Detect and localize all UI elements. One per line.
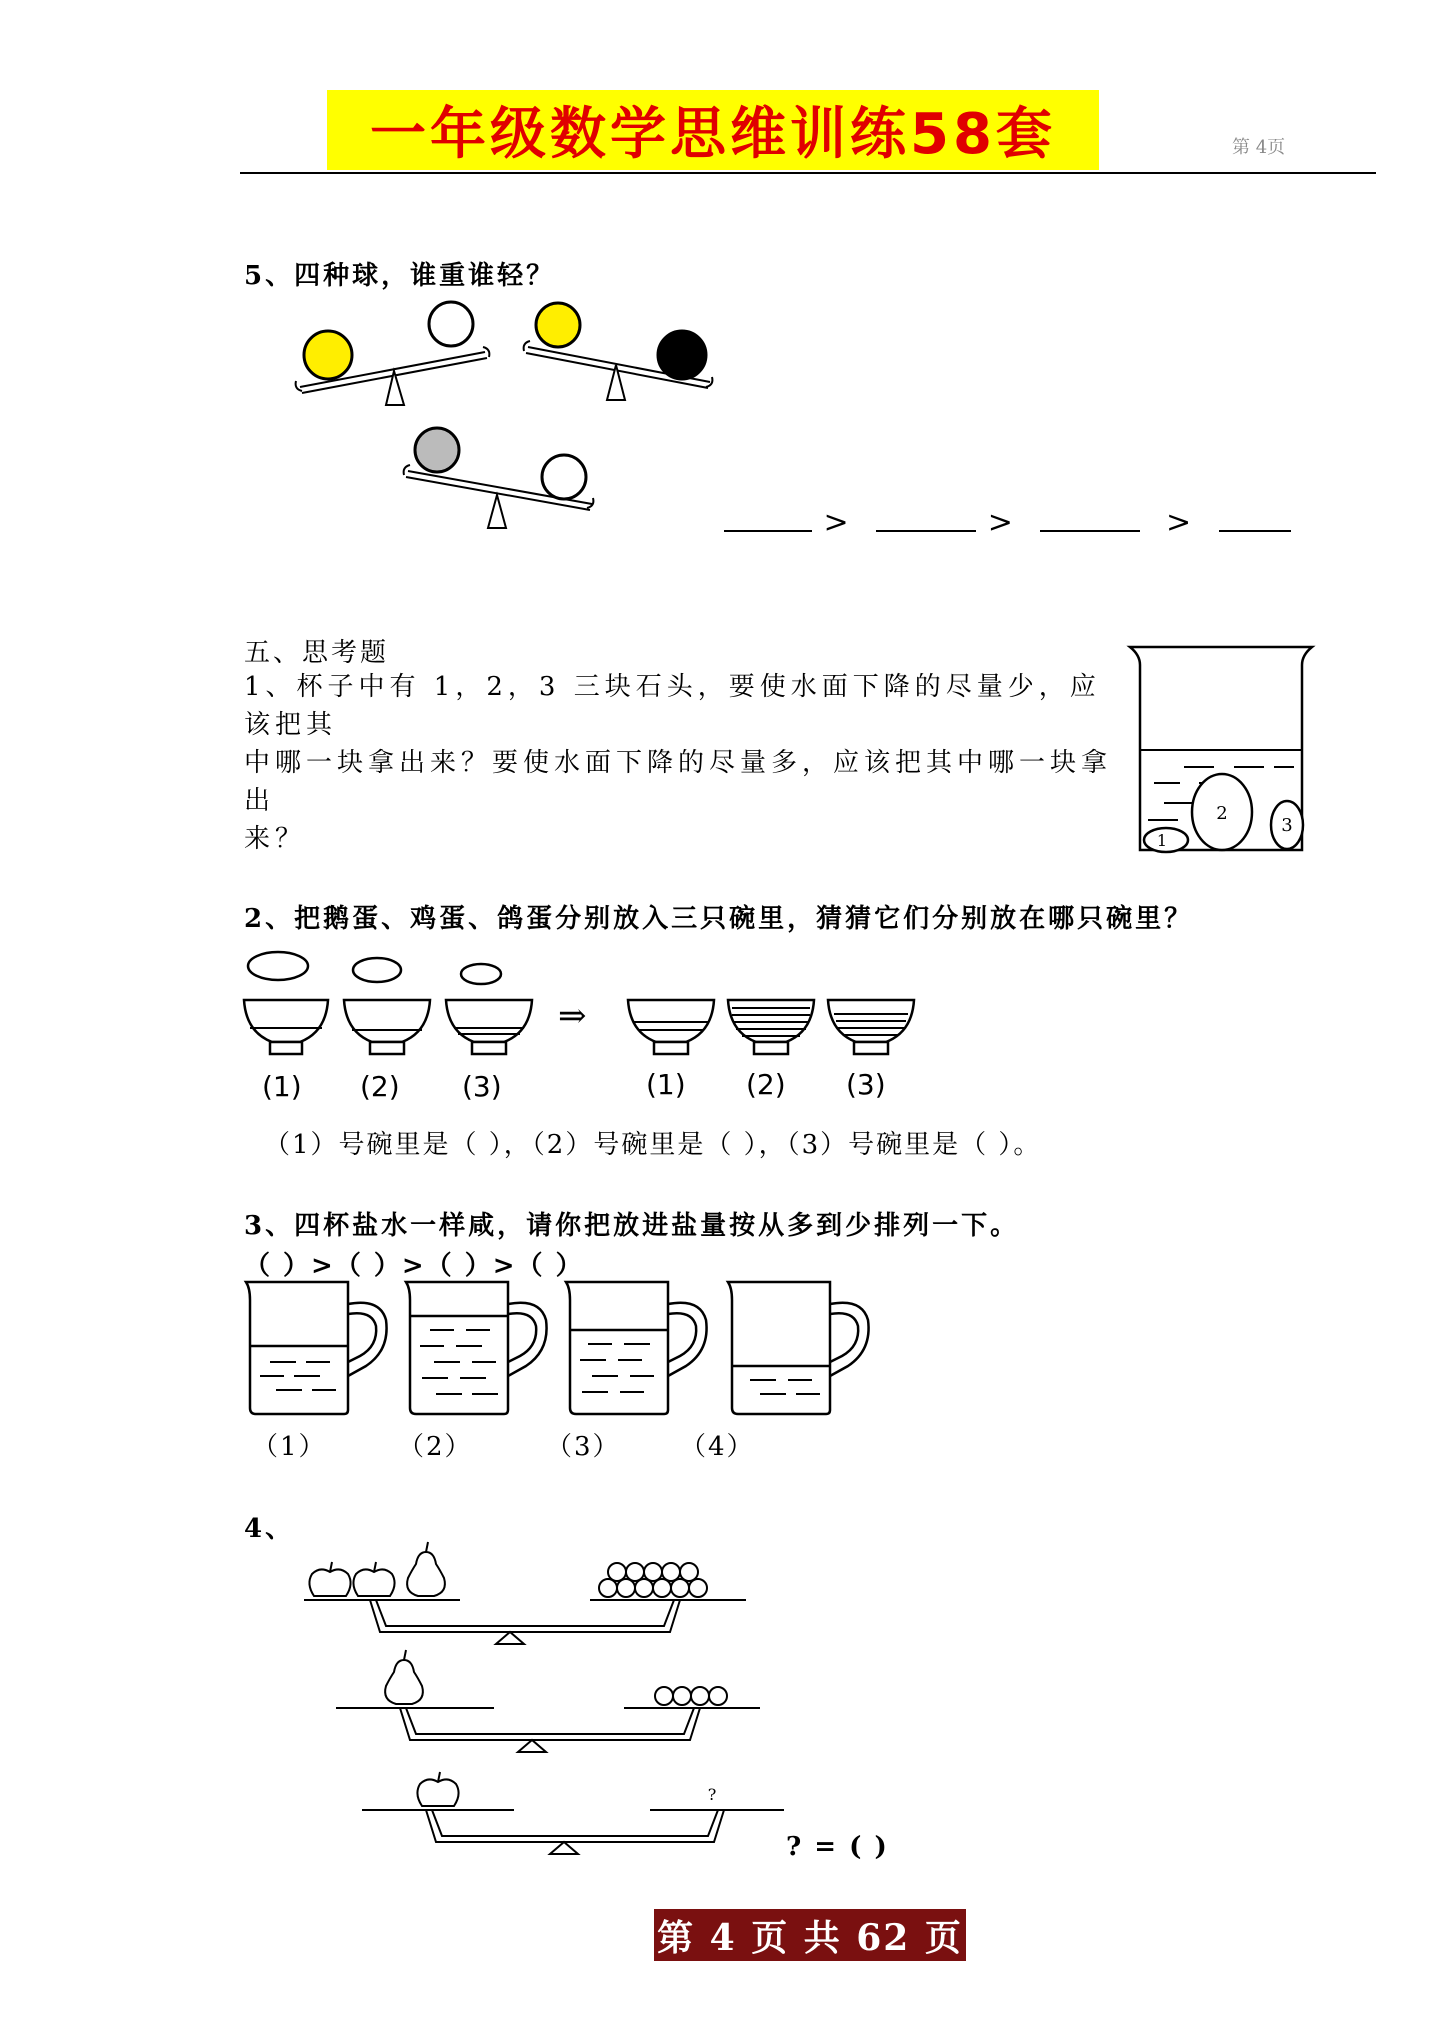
gt-sign: > bbox=[1166, 505, 1194, 540]
unknown-weight-mark: ? bbox=[707, 1785, 717, 1804]
chicken-egg bbox=[353, 958, 401, 982]
q4-prompt: 4、 bbox=[244, 1514, 295, 1544]
page-title: 一年级数学思维训练58套 bbox=[327, 90, 1099, 170]
page-footer: 第 4 页 共 62 页 bbox=[654, 1909, 966, 1961]
answer-blank[interactable] bbox=[876, 528, 976, 532]
pigeon-egg bbox=[461, 964, 501, 984]
bowl-label: (1) bbox=[646, 1068, 686, 1101]
q3-order-line[interactable]: （ ）>（ ）>（ ）>（ ） bbox=[244, 1251, 584, 1281]
answer-blank[interactable] bbox=[1219, 528, 1291, 532]
yellow-ball bbox=[536, 303, 580, 347]
scale-a bbox=[296, 302, 490, 405]
gt-sign: > bbox=[987, 505, 1015, 540]
scale-b bbox=[524, 303, 713, 400]
stone-label: 1 bbox=[1156, 831, 1168, 850]
q1-line: 中哪一块拿出来？要使水面下降的尽量多，应该把其中哪一块拿出 bbox=[244, 748, 1113, 816]
goose-egg bbox=[248, 952, 308, 980]
white-ball bbox=[542, 455, 586, 499]
pitcher-label: （4） bbox=[680, 1432, 755, 1462]
q2-answer-line[interactable]: （1）号碗里是（ ），（2）号碗里是（ ），（3）号碗里是（ ）。 bbox=[264, 1130, 1042, 1160]
q5-answer-row bbox=[724, 505, 1291, 540]
arrow-icon: ⇒ bbox=[558, 996, 587, 1036]
q5-prompt: 5、四种球，谁重谁轻？ bbox=[244, 261, 556, 291]
scale-c bbox=[404, 428, 594, 528]
answer-blank[interactable] bbox=[1040, 528, 1140, 532]
dotted-ball bbox=[415, 428, 459, 472]
bowl-label: (2) bbox=[746, 1068, 786, 1101]
pitcher-label: （2） bbox=[398, 1432, 473, 1462]
white-ball bbox=[429, 302, 473, 346]
bowls-figure bbox=[240, 950, 940, 1060]
pitcher-label: （1） bbox=[252, 1432, 327, 1462]
bowl-label: (2) bbox=[360, 1070, 400, 1103]
bowl-label: (3) bbox=[846, 1068, 886, 1101]
stone-label: 2 bbox=[1216, 803, 1228, 824]
section-heading: 五、思考题 bbox=[244, 638, 390, 668]
stone-label: 3 bbox=[1281, 815, 1293, 836]
bowl-label: (3) bbox=[462, 1070, 502, 1103]
bowl-label: (1) bbox=[262, 1070, 302, 1103]
q1-line: 来？ bbox=[244, 824, 307, 854]
pitcher-label: （3） bbox=[546, 1432, 621, 1462]
q3-prompt: 3、四杯盐水一样咸，请你把放进盐量按从多到少排列一下。 bbox=[244, 1211, 1020, 1241]
yellow-ball bbox=[304, 331, 352, 379]
cup-with-stones-figure bbox=[1124, 645, 1324, 860]
pitchers-figure bbox=[240, 1280, 890, 1420]
q4-answer[interactable]: ? = ( ) bbox=[786, 1832, 889, 1862]
header-page-number: 第 4页 bbox=[1232, 137, 1286, 158]
q1-line: 1、杯子中有 1，2，3 三块石头，要使水面下降的尽量少，应该把其 bbox=[244, 672, 1101, 740]
q1-text bbox=[244, 668, 1114, 858]
q2-prompt: 2、把鹅蛋、鸡蛋、鸽蛋分别放入三只碗里，猜猜它们分别放在哪只碗里？ bbox=[244, 904, 1194, 934]
answer-blank[interactable] bbox=[724, 528, 812, 532]
balance-scales-figure bbox=[290, 295, 740, 535]
gt-sign: > bbox=[823, 505, 851, 540]
header-rule bbox=[240, 172, 1376, 174]
fruit-scales-figure bbox=[300, 1540, 820, 1860]
black-ball bbox=[658, 331, 706, 379]
